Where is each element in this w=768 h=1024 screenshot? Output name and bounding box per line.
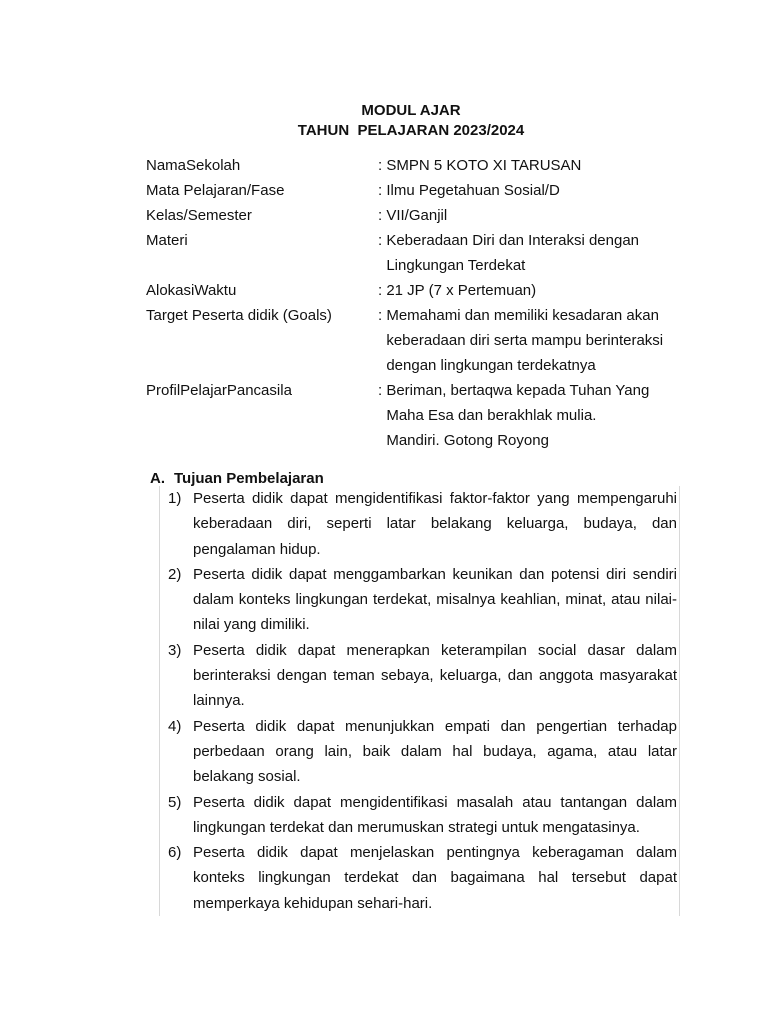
list-item	[168, 486, 677, 562]
info-value-line: keberadaan diri serta mampu berinteraksi	[378, 332, 664, 349]
section-letter: A.	[150, 470, 165, 487]
section-title: Tujuan Pembelajaran	[174, 470, 324, 487]
info-value	[378, 228, 706, 278]
list-item-text: Peserta didik dapat menggambarkan keunikan dan potensi diri sendiri dalam konteks lingkungan terdekat, misalnya keahlian, minat, atau nilai-nilai yang dimiliki.	[193, 565, 677, 634]
info-value	[378, 303, 706, 378]
info-row-subject	[146, 178, 706, 203]
info-value-line: : Beriman, bertaqwa kepada Tuhan Yang	[378, 382, 650, 399]
info-value	[378, 203, 706, 228]
info-label: ProfilPelajarPancasila	[146, 382, 292, 399]
info-value-line: Mandiri. Gotong Royong	[378, 432, 549, 449]
list-item-text: Peserta didik dapat mengidentifikasi masalah atau tantangan dalam lingkungan terdekat dan merumuskan strategi untuk mengatasinya.	[193, 793, 677, 836]
info-value-line: : Memahami dan memiliki kesadaran akan	[378, 307, 659, 324]
info-value-line: : VII/Ganjil	[378, 207, 448, 224]
info-value	[378, 378, 706, 453]
info-value-line: dengan lingkungan terdekatnya	[378, 357, 596, 374]
info-row-time-allocation	[146, 278, 706, 303]
info-value	[378, 178, 706, 203]
info-label: Kelas/Semester	[146, 207, 252, 224]
identity-table	[146, 153, 706, 453]
document-title-block	[0, 101, 768, 141]
info-value-line: Maha Esa dan berakhlak mulia.	[378, 407, 597, 424]
info-row-goals	[146, 303, 706, 378]
info-label: AlokasiWaktu	[146, 282, 237, 299]
info-row-class	[146, 203, 706, 228]
info-label: Mata Pelajaran/Fase	[146, 182, 285, 199]
list-item	[168, 638, 677, 714]
info-value-line: Lingkungan Terdekat	[378, 257, 526, 274]
document-subtitle: TAHUN PELAJARAN 2023/2024	[297, 122, 525, 139]
info-value-line: : SMPN 5 KOTO XI TARUSAN	[378, 157, 582, 174]
list-item-text: Peserta didik dapat menjelaskan pentingnya keberagaman dalam konteks lingkungan terdekat dan bagaimana hal tersebut dapat memperkaya kehidupan sehari-hari.	[193, 844, 677, 912]
info-value	[378, 278, 706, 303]
list-item-text: Peserta didik dapat menunjukkan empati dan pengertian terhadap perbedaan orang lain, baik dalam hal budaya, agama, atau latar belakang sosial.	[193, 717, 677, 786]
list-item-text: Peserta didik dapat menerapkan keterampilan social dasar dalam berinteraksi dengan teman sebaya, keluarga, dan anggota masyarakat lainnya.	[193, 641, 677, 710]
list-item	[168, 840, 677, 916]
list-item-number: 5)	[168, 793, 182, 811]
document-title: MODUL AJAR	[361, 102, 461, 119]
list-item-number: 6)	[168, 844, 182, 862]
list-item	[168, 714, 677, 790]
info-value-line: : Keberadaan Diri dan Interaksi dengan	[378, 232, 640, 249]
learning-objectives-list	[168, 486, 677, 916]
list-item-number: 2)	[168, 565, 182, 583]
info-label: Target Peserta didik (Goals)	[146, 307, 332, 324]
info-value-line: : 21 JP (7 x Pertemuan)	[378, 282, 537, 299]
info-row-pancasila-profile	[146, 378, 706, 453]
list-item-number: 4)	[168, 717, 182, 735]
list-item	[168, 562, 677, 638]
list-item-number: 1)	[168, 490, 182, 507]
list-item-number: 3)	[168, 641, 182, 659]
info-label: Materi	[146, 232, 188, 249]
list-item	[168, 790, 677, 841]
info-value-line: : Ilmu Pegetahuan Sosial/D	[378, 182, 560, 199]
info-row-material	[146, 228, 706, 278]
info-value	[378, 153, 706, 178]
list-item-text: Peserta didik dapat mengidentifikasi faktor-faktor yang mempengaruhi keberadaan diri, seperti latar belakang keluarga, budaya, dan pengalaman hidup.	[193, 490, 677, 558]
info-label: NamaSekolah	[146, 157, 241, 174]
info-row-school	[146, 153, 706, 178]
